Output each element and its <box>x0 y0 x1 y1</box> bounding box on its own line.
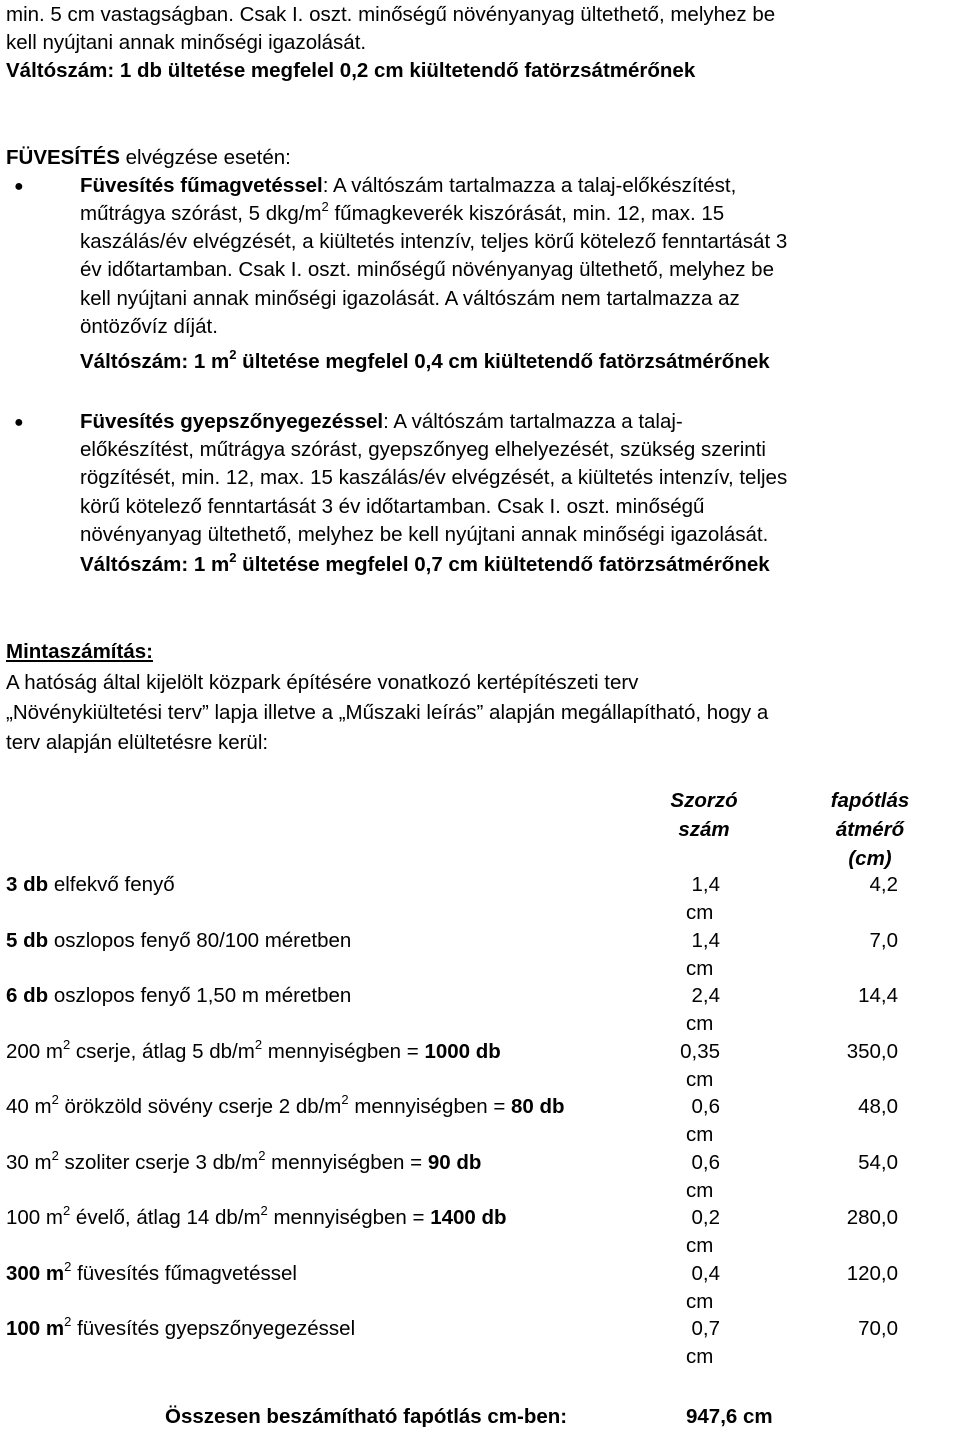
table-row-label: 3 db elfekvő fenyő <box>6 873 175 896</box>
table-row-multiplier: 0,4 <box>691 1262 720 1285</box>
table-row-value: 350,0 <box>846 1040 898 1063</box>
table-row-unit: cm <box>686 1179 714 1202</box>
table-row-label: 6 db oszlopos fenyő 1,50 m méretben <box>6 984 352 1007</box>
table-row-value: 7,0 <box>869 929 898 952</box>
bullet-icon <box>14 178 24 196</box>
item1-line-6: öntözővíz díját. <box>80 315 218 338</box>
fuvesites-heading: FÜVESÍTÉS elvégzése esetén: <box>6 146 291 169</box>
table-row-multiplier: 0,7 <box>691 1317 720 1340</box>
item2-line-5: növényanyag ültethető, melyhez be kell nyújtani annak minőségi igazolását. <box>80 523 769 546</box>
table-row-value: 70,0 <box>858 1317 898 1340</box>
table-row-multiplier: 0,6 <box>691 1151 720 1174</box>
minta-p3: terv alapján elültetésre kerül: <box>6 731 269 754</box>
item1-line-5: kell nyújtani annak minőségi igazolását. A váltószám nem tartalmazza az <box>80 287 740 310</box>
table-row-value: 120,0 <box>846 1262 898 1285</box>
table-row-unit: cm <box>686 1012 714 1035</box>
table-row-unit: cm <box>686 1068 714 1091</box>
table-row-unit: cm <box>686 1290 714 1313</box>
item2-line-4: körű kötelező fenntartását 3 év időtartamban. Csak I. oszt. minőségű <box>80 495 705 518</box>
table-row-label: 5 db oszlopos fenyő 80/100 méretben <box>6 929 352 952</box>
table-row-value: 4,2 <box>869 873 898 896</box>
table-row-label: 200 $m^2$ cserje, átlag 5 $db/m^2$ mennyiségben = 1000 db <box>6 1037 501 1063</box>
table-row-multiplier: 0,35 <box>680 1040 720 1063</box>
minta-p1: A hatóság által kijelölt közpark építésére vonatkozó kertépítészeti terv <box>6 671 639 694</box>
table-row-multiplier: 1,4 <box>691 929 720 952</box>
bullet-icon <box>14 414 24 432</box>
table-row-value: 54,0 <box>858 1151 898 1174</box>
item1-line-4: év időtartamban. Csak I. oszt. minőségű növényanyag ültethető, melyhez be <box>80 258 774 281</box>
item2-line-1: Füvesítés gyepszőnyegezéssel: A váltószám tartalmazza a talaj- <box>80 410 683 433</box>
intro-line-1: min. 5 cm vastagságban. Csak I. oszt. minőségű növényanyag ültethető, melyhez be <box>6 3 776 26</box>
table-row-label: 300 $m^2$ füvesítés fűmagvetéssel <box>6 1259 297 1285</box>
item1-line-1: Füvesítés fűmagvetéssel: A váltószám tartalmazza a talaj-előkészítést, <box>80 174 737 197</box>
table-row-value: 48,0 <box>858 1095 898 1118</box>
table-row-label: 100 $m^2$ évelő, átlag 14 $db/m^2$ mennyiségben = 1400 db <box>6 1203 507 1229</box>
table-header-multiplier: Szorzó szám <box>670 789 738 841</box>
table-row-multiplier: 2,4 <box>691 984 720 1007</box>
item2-line-2: előkészítést, műtrágya szórást, gyepszőnyeg elhelyezését, szükség szerinti <box>80 438 766 461</box>
table-row-label: 40 $m^2$ örökzöld sövény cserje 2 $db/m^2$ mennyiségben = 80 db <box>6 1092 565 1118</box>
table-row-unit: cm <box>686 901 714 924</box>
total-value: 947,6 cm <box>686 1405 773 1428</box>
table-row-value: 14,4 <box>858 984 898 1007</box>
table-header-diameter: fapótlás átmérő (cm) <box>830 789 910 870</box>
table-row-label: 30 $m^2$ szoliter cserje 3 $db/m^2$ mennyiségben = 90 db <box>6 1148 482 1174</box>
minta-p2: „Növénykiültetési terv” lapja illetve a „Műszaki leírás” alapján megállapítható, hogy a <box>6 701 769 724</box>
table-row-multiplier: 0,6 <box>691 1095 720 1118</box>
item1-line-3: kaszálás/év elvégzését, a kiültetés intenzív, teljes körű kötelező fenntartását 3 <box>80 230 788 253</box>
table-row-unit: cm <box>686 1123 714 1146</box>
item1-conversion: Váltószám: 1 $m^2$ ültetése megfelel 0,4 cm kiültetendő fatörzsátmérőnek <box>80 347 770 373</box>
table-row-multiplier: 0,2 <box>691 1206 720 1229</box>
fuvesites-heading-bold: FÜVESÍTÉS <box>6 146 120 169</box>
minta-heading: Mintaszámítás: <box>6 640 153 663</box>
table-row-label: 100 $m^2$ füvesítés gyepszőnyegezéssel <box>6 1314 356 1340</box>
table-row-value: 280,0 <box>846 1206 898 1229</box>
intro-conversion: Váltószám: 1 db ültetése megfelel 0,2 cm kiültetendő fatörzsátmérőnek <box>6 59 696 82</box>
item2-line-3: rögzítését, min. 12, max. 15 kaszálás/év elvégzését, a kiültetés intenzív, teljes <box>80 466 788 489</box>
item2-conversion: Váltószám: 1 $m^2$ ültetése megfelel 0,7 cm kiültetendő fatörzsátmérőnek <box>80 550 770 576</box>
table-row-unit: cm <box>686 957 714 980</box>
table-row-unit: cm <box>686 1234 714 1257</box>
item1-line-2: műtrágya szórást, 5 dkg/$m^2$ fűmagkeverék kiszórását, min. 12, max. 15 <box>80 199 725 225</box>
total-label: Összesen beszámítható fapótlás cm-ben: <box>165 1405 568 1428</box>
intro-line-2: kell nyújtani annak minőségi igazolását. <box>6 31 367 54</box>
table-row-unit: cm <box>686 1345 714 1368</box>
table-row-multiplier: 1,4 <box>691 873 720 896</box>
